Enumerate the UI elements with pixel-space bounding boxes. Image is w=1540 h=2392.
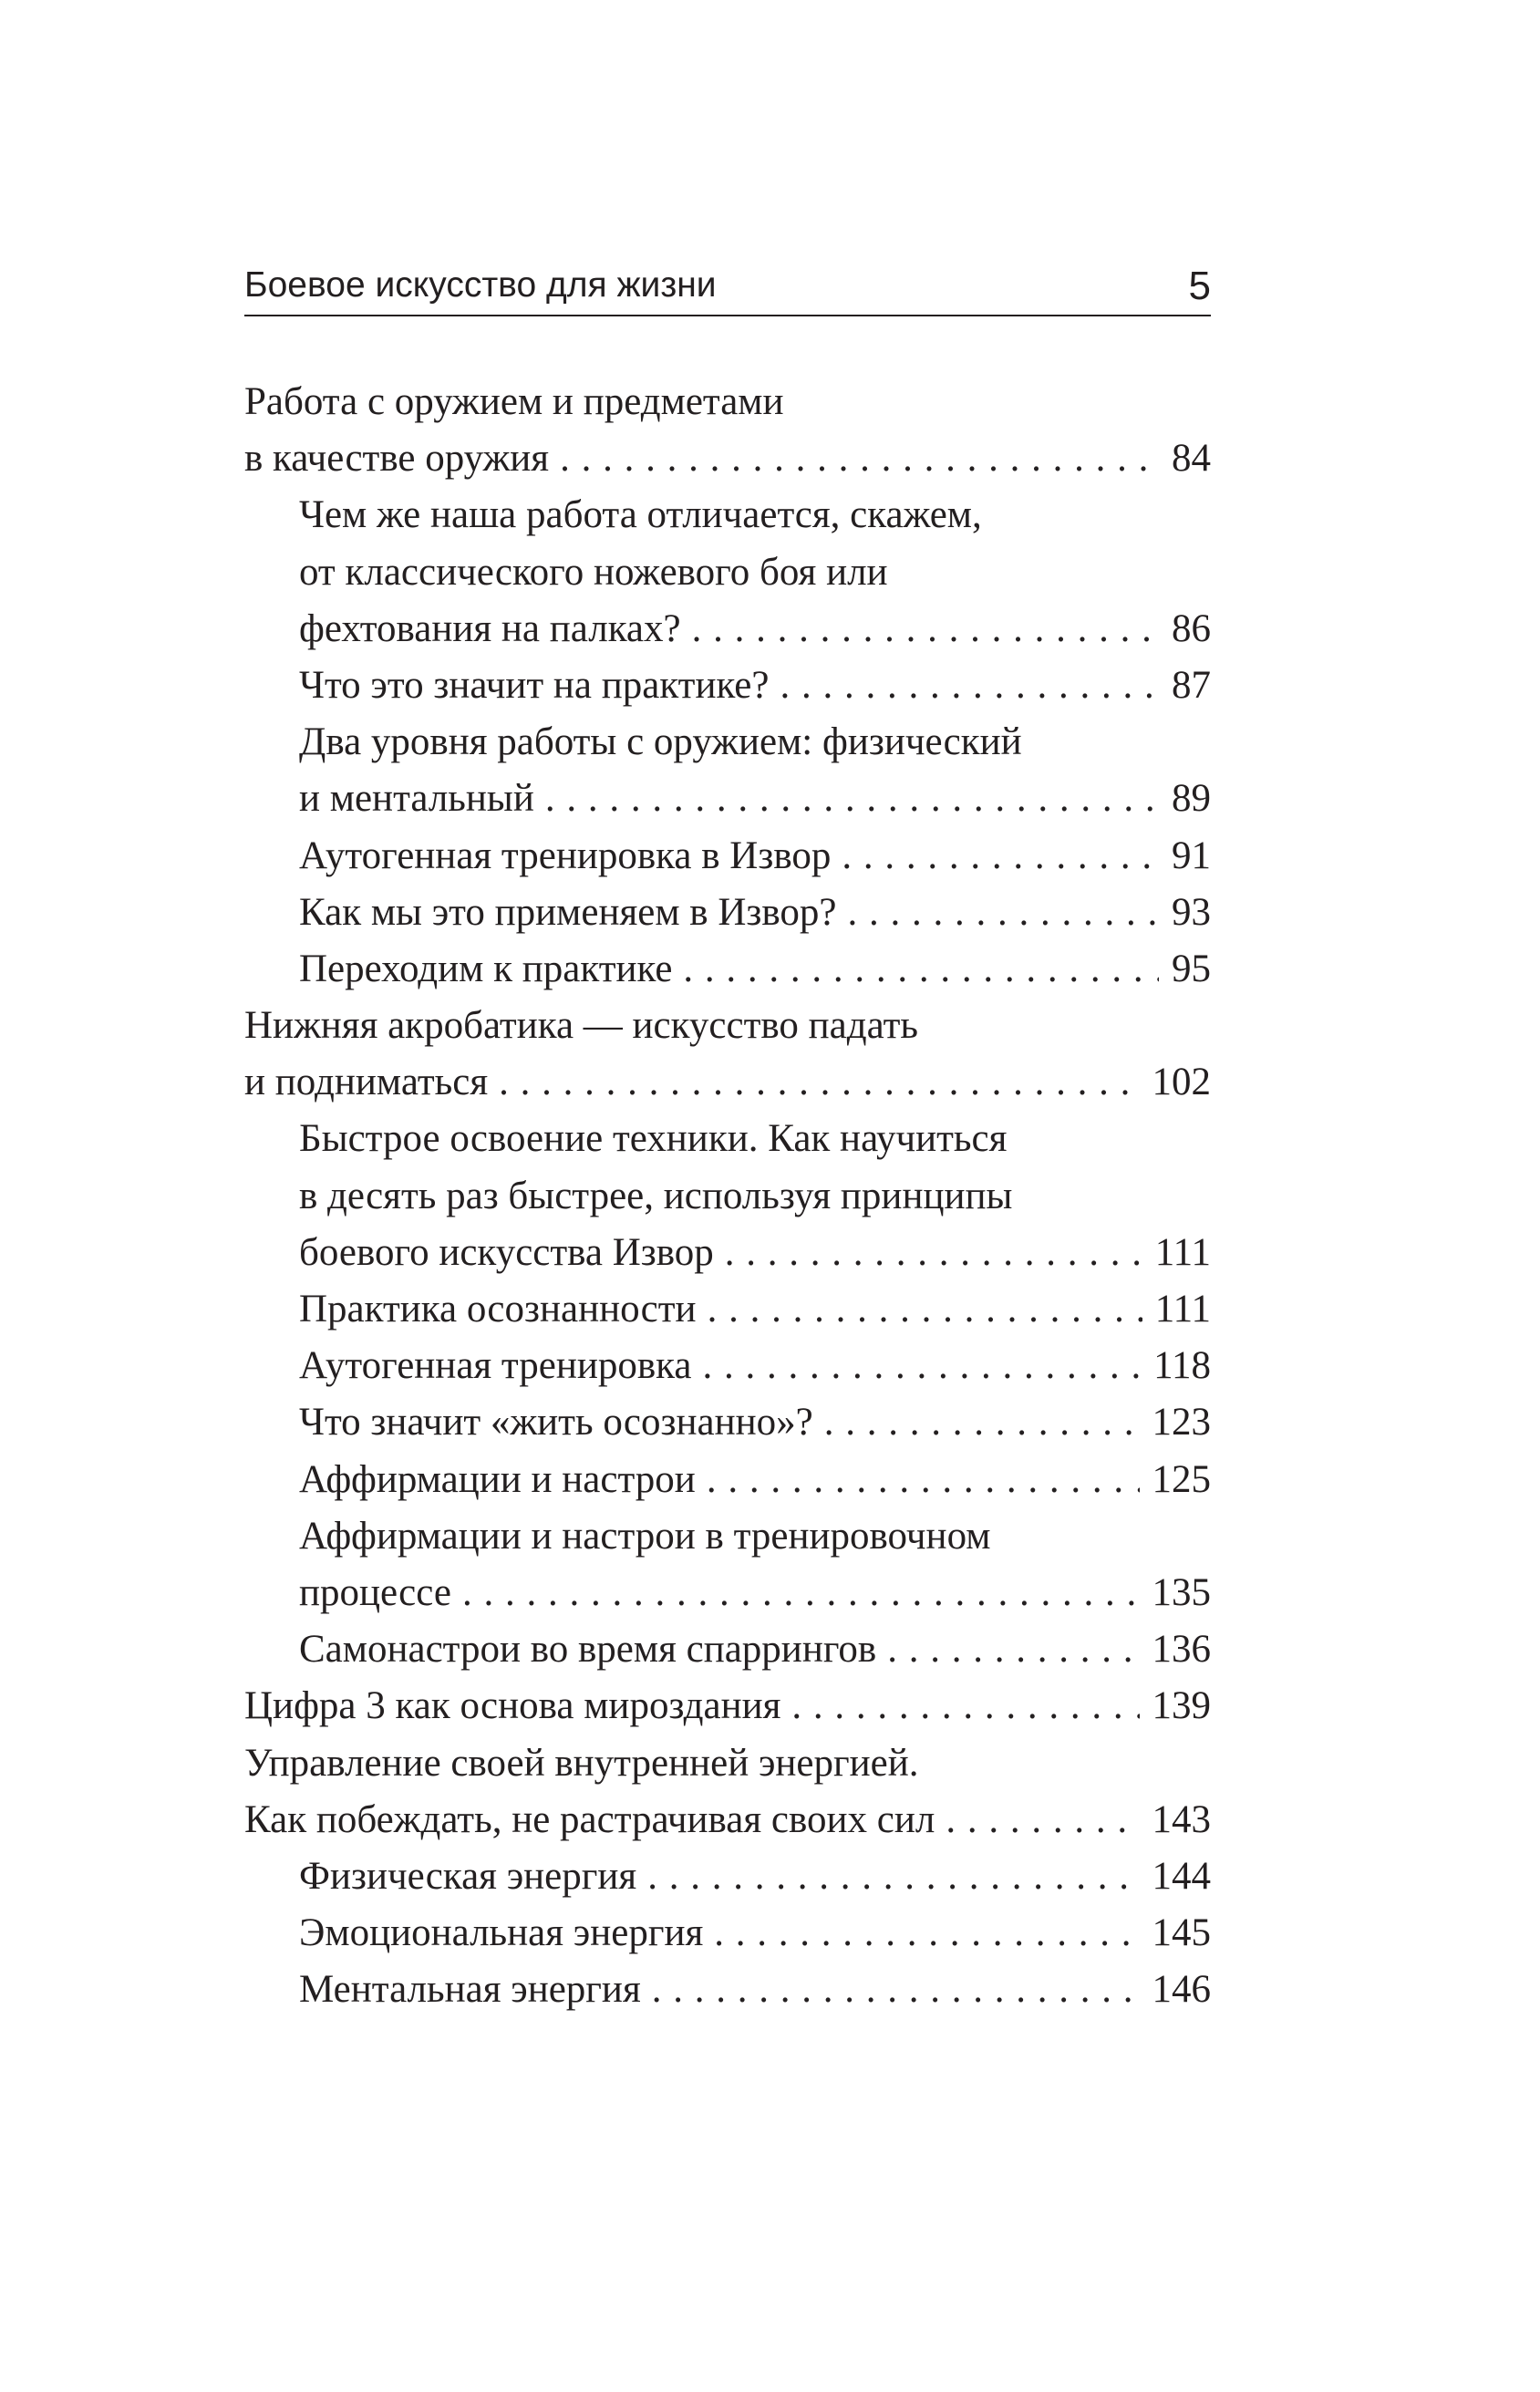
- toc-entry-title: Что это значит на практике?: [299, 663, 770, 707]
- toc-line: [244, 714, 1211, 771]
- toc-entry-title: и ментальный: [299, 777, 534, 821]
- toc-entry: [244, 1054, 1211, 1111]
- dot-leader: [683, 941, 1159, 998]
- dot-leader: [946, 1792, 1139, 1848]
- toc-page-number: 118: [1153, 1344, 1211, 1388]
- dot-leader: [791, 1678, 1139, 1734]
- dot-leader: [545, 771, 1159, 827]
- toc-page-number: 89: [1172, 777, 1211, 821]
- toc-entry: [244, 1678, 1211, 1734]
- toc-line: [244, 998, 1211, 1054]
- toc-page-number: 93: [1172, 890, 1211, 934]
- toc-entry-title: фехтования на палках?: [299, 606, 681, 650]
- toc-page-number: 111: [1154, 1230, 1211, 1274]
- dot-leader: [652, 1962, 1140, 2018]
- toc-entry-title: боевого искусства Извор: [299, 1230, 714, 1274]
- toc-line: [244, 374, 1211, 430]
- toc-entry: [244, 771, 1211, 827]
- toc-entry: [244, 1394, 1211, 1451]
- toc-entry-title: Быстрое освоение техники. Как научиться: [299, 1117, 1008, 1161]
- toc-entry: [244, 1962, 1211, 2018]
- toc-entry-title: Ментальная энергия: [299, 1968, 641, 2012]
- toc-entry-title: Управление своей внутренней энергией.: [244, 1741, 919, 1785]
- toc-entry-title: Самонастрои во время спаррингов: [299, 1628, 877, 1672]
- toc-entry: [244, 1792, 1211, 1848]
- toc-page-number: 145: [1152, 1911, 1211, 1955]
- toc-entry: [244, 1565, 1211, 1621]
- dot-leader: [707, 1452, 1140, 1508]
- dot-leader: [499, 1054, 1139, 1111]
- toc-entry: [244, 1848, 1211, 1905]
- toc-page-number: 123: [1152, 1401, 1211, 1445]
- toc-entry-title: процессе: [299, 1570, 451, 1614]
- toc-entry-title: Эмоциональная энергия: [299, 1911, 704, 1955]
- toc-entry-title: от классического ножевого боя или: [299, 550, 888, 594]
- toc-entry-title: Физическая энергия: [299, 1854, 637, 1898]
- toc-entry: [244, 430, 1211, 487]
- toc-entry-title: Два уровня работы с оружием: физический: [299, 720, 1022, 764]
- toc-line: [244, 544, 1211, 601]
- toc-entry-title: в десять раз быстрее, используя принципы: [299, 1174, 1013, 1217]
- toc-line: [244, 1735, 1211, 1792]
- toc-line: [244, 487, 1211, 544]
- toc-page-number: 146: [1152, 1968, 1211, 2012]
- dot-leader: [702, 1338, 1141, 1394]
- toc-page-number: 136: [1152, 1628, 1211, 1672]
- toc-entry-title: Работа с оружием и предметами: [244, 380, 784, 423]
- toc-entry-title: и подниматься: [244, 1061, 489, 1104]
- toc-line: [244, 1508, 1211, 1565]
- toc-entry: [244, 828, 1211, 885]
- dot-leader: [647, 1848, 1139, 1905]
- toc-page-number: 86: [1172, 606, 1211, 650]
- toc-page-number: 95: [1172, 947, 1211, 990]
- toc-entry: [244, 601, 1211, 658]
- toc-line: [244, 1111, 1211, 1167]
- toc-entry: [244, 1905, 1211, 1962]
- toc-page-number: 139: [1152, 1684, 1211, 1728]
- running-header: [244, 251, 1211, 316]
- dot-leader: [887, 1621, 1139, 1678]
- dot-leader: [824, 1394, 1140, 1451]
- page-number: 5: [1188, 264, 1211, 308]
- toc-page-number: 91: [1172, 834, 1211, 877]
- dot-leader: [708, 1281, 1142, 1338]
- dot-leader: [780, 658, 1159, 714]
- toc-page-number: 102: [1152, 1061, 1211, 1104]
- dot-leader: [692, 601, 1159, 658]
- toc-page-number: 144: [1152, 1854, 1211, 1898]
- dot-leader: [462, 1565, 1140, 1621]
- toc-page-number: 111: [1154, 1288, 1211, 1331]
- toc-entry-title: Аффирмации и настрои в тренировочном: [299, 1514, 991, 1558]
- toc-entry-title: Чем же наша работа отличается, скажем,: [299, 493, 982, 537]
- dot-leader: [725, 1225, 1142, 1281]
- toc-page-number: 135: [1152, 1570, 1211, 1614]
- dot-leader: [847, 885, 1159, 941]
- toc-entry: [244, 1338, 1211, 1394]
- toc-entry: [244, 941, 1211, 998]
- toc-line: [244, 1168, 1211, 1225]
- dot-leader: [560, 430, 1159, 487]
- toc-entry-title: Аутогенная тренировка: [299, 1344, 692, 1388]
- toc-entry: [244, 1621, 1211, 1678]
- toc-entry-title: Практика осознанности: [299, 1288, 697, 1331]
- toc-page-number: 87: [1172, 663, 1211, 707]
- toc-entry-title: Аффирмации и настрои: [299, 1457, 696, 1501]
- toc-entry-title: Как мы это применяем в Извор?: [299, 890, 837, 934]
- toc-entry: [244, 885, 1211, 941]
- toc-entry: [244, 1225, 1211, 1281]
- toc-page-number: 84: [1172, 437, 1211, 481]
- toc-entry: [244, 1452, 1211, 1508]
- toc-page-number: 125: [1152, 1457, 1211, 1501]
- running-header-title: Боевое искусство для жизни: [244, 265, 717, 305]
- toc-entry: [244, 658, 1211, 714]
- toc-entry-title: Цифра 3 как основа мироздания: [244, 1684, 781, 1728]
- toc-page-number: 143: [1152, 1797, 1211, 1841]
- toc-entry-title: Переходим к практике: [299, 947, 673, 990]
- table-of-contents: [244, 374, 1211, 2018]
- toc-entry-title: Нижняя акробатика — искусство падать: [244, 1004, 918, 1048]
- toc-entry-title: Как побеждать, не растрачивая своих сил: [244, 1797, 935, 1841]
- toc-entry-title: Аутогенная тренировка в Извор: [299, 834, 832, 877]
- dot-leader: [714, 1905, 1139, 1962]
- toc-entry-title: Что значит «жить осознанно»?: [299, 1401, 813, 1445]
- dot-leader: [842, 828, 1159, 885]
- toc-entry: [244, 1281, 1211, 1338]
- toc-entry-title: в качестве оружия: [244, 437, 550, 481]
